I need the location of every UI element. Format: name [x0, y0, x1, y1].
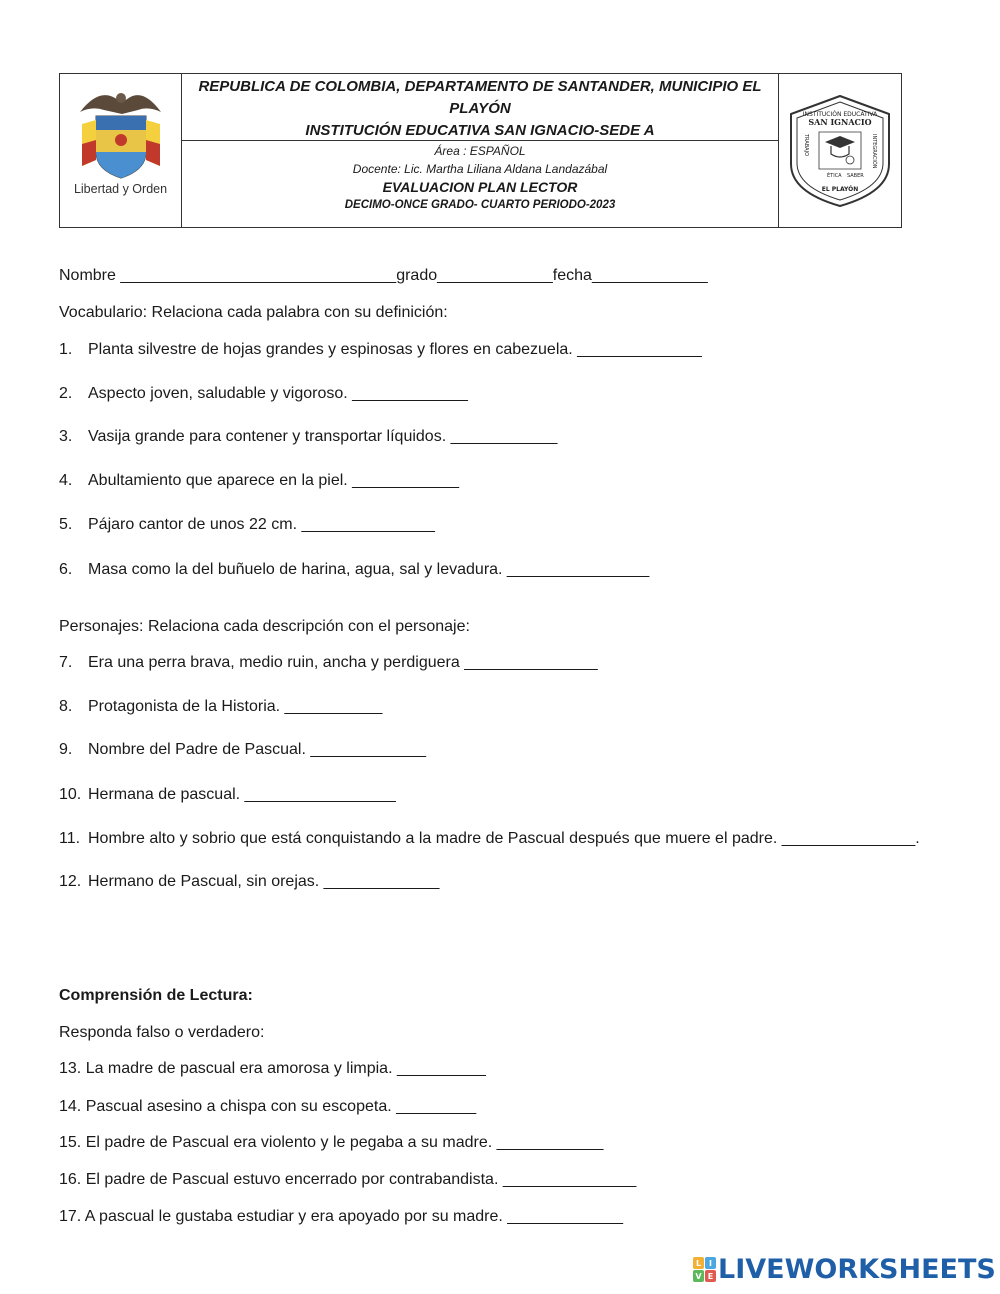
item-text: Hombre alto y sobrio que está conquistando a la madre de Pascual después que muere el padre. _______________.	[88, 830, 920, 847]
header-line-3: INSTITUCIÓN EDUCATIVA SAN IGNACIO-SEDE A	[305, 122, 655, 139]
coat-of-arms-motto: Libertad y Orden	[73, 182, 168, 196]
comprehension-title: Comprensión de Lectura:	[59, 987, 253, 1004]
item-text: Vasija grande para contener y transportar líquidos. ____________	[88, 428, 558, 445]
tf-item-17[interactable]: 17. A pascual le gustaba estudiar y era apoyado por su madre. _____________	[59, 1208, 623, 1225]
area-label: Área : ESPAÑOL	[434, 144, 526, 158]
characters-instruction: Personajes: Relaciona cada descripción con el personaje:	[59, 618, 470, 635]
character-item-11[interactable]	[59, 830, 920, 848]
vocab-item-5[interactable]	[59, 516, 435, 534]
item-text: Protagonista de la Historia. ___________	[88, 698, 383, 715]
school-logo-bottom-left: ÉTICA	[827, 173, 842, 179]
item-text: Hermano de Pascual, sin orejas. _____________	[88, 873, 440, 890]
item-number: 4.	[59, 472, 73, 489]
header-center	[182, 74, 778, 227]
school-logo-name: SAN IGNACIO	[808, 117, 872, 127]
item-number: 12.	[59, 873, 82, 890]
vocab-item-3[interactable]	[59, 428, 557, 446]
item-text: Hermana de pascual. _________________	[88, 786, 396, 803]
item-text: Abultamiento que aparece en la piel. ____________	[88, 472, 459, 489]
item-text: Era una perra brava, medio ruin, ancha y perdiguera _______________	[88, 654, 598, 671]
liveworksheets-brand: LIVEWORKSHEETS	[718, 1254, 996, 1285]
header-line-2: PLAYÓN	[449, 100, 511, 117]
school-logo-left-side: TRABAJO	[803, 134, 809, 157]
logo-letter-v: V	[695, 1271, 702, 1281]
character-item-8[interactable]	[59, 698, 382, 716]
colombia-coat-of-arms	[60, 74, 182, 227]
tf-item-15[interactable]: 15. El padre de Pascual era violento y le pegaba a su madre. ____________	[59, 1134, 604, 1151]
institution-title	[182, 74, 778, 141]
item-text: Nombre del Padre de Pascual. _____________	[88, 741, 427, 758]
item-number: 6.	[59, 561, 73, 578]
evaluation-title: EVALUACION PLAN LECTOR	[382, 179, 578, 195]
school-logo-bottom: EL PLAYÓN	[821, 186, 859, 193]
character-item-9[interactable]	[59, 741, 426, 759]
item-text: Planta silvestre de hojas grandes y espinosas y flores en cabezuela. ______________	[88, 341, 702, 358]
item-number: 11.	[59, 830, 81, 847]
item-number: 10.	[59, 786, 82, 803]
vocab-item-6[interactable]	[59, 561, 649, 579]
character-item-7[interactable]	[59, 654, 598, 672]
character-item-12[interactable]	[59, 873, 439, 891]
item-number: 2.	[59, 385, 73, 402]
item-number: 3.	[59, 428, 73, 445]
school-shield-icon	[779, 74, 901, 227]
tf-item-13[interactable]: 13. La madre de pascual era amorosa y limpia. __________	[59, 1060, 486, 1077]
school-logo-right-side: INTEGRACIÓN	[871, 134, 877, 169]
liveworksheets-watermark	[692, 1254, 996, 1285]
vocab-item-1[interactable]	[59, 341, 702, 359]
logo-letter-i: I	[709, 1258, 712, 1268]
school-logo-top-text: INSTITUCIÓN EDUCATIVA	[802, 111, 878, 118]
coat-of-arms-icon	[60, 74, 181, 227]
logo-letter-l: L	[695, 1258, 702, 1268]
item-number: 5.	[59, 516, 73, 533]
item-number: 1.	[59, 341, 73, 358]
item-number: 9.	[59, 741, 73, 758]
student-info-line[interactable]: Nombre _______________________________grado_____________fecha_____________	[59, 267, 708, 284]
liveworksheets-logo-icon	[692, 1255, 718, 1285]
logo-letter-e: E	[707, 1271, 714, 1281]
header-table	[59, 73, 902, 228]
vocab-instruction: Vocabulario: Relaciona cada palabra con su definición:	[59, 304, 448, 321]
character-item-10[interactable]	[59, 786, 396, 804]
school-logo-bottom-right: SABER	[847, 173, 864, 179]
evaluation-info	[182, 141, 778, 227]
tf-item-16[interactable]: 16. El padre de Pascual estuvo encerrado por contrabandista. _______________	[59, 1171, 637, 1188]
true-false-instruction: Responda falso o verdadero:	[59, 1024, 265, 1041]
item-number: 7.	[59, 654, 73, 671]
school-logo	[778, 74, 901, 227]
item-text: Aspecto joven, saludable y vigoroso. _____________	[88, 385, 468, 402]
item-text: Masa como la del buñuelo de harina, agua, sal y levadura. ________________	[88, 561, 650, 578]
grade-period: DECIMO-ONCE GRADO- CUARTO PERIODO-2023	[344, 199, 616, 211]
tf-item-14[interactable]: 14. Pascual asesino a chispa con su escopeta. _________	[59, 1098, 477, 1115]
header-line-1: REPUBLICA DE COLOMBIA, DEPARTAMENTO DE SANTANDER, MUNICIPIO EL	[198, 78, 762, 95]
item-number: 8.	[59, 698, 73, 715]
item-text: Pájaro cantor de unos 22 cm. _______________	[88, 516, 435, 533]
vocab-item-4[interactable]	[59, 472, 459, 490]
vocab-item-2[interactable]	[59, 385, 468, 403]
teacher-label: Docente: Lic. Martha Liliana Aldana Landazábal	[352, 162, 608, 176]
